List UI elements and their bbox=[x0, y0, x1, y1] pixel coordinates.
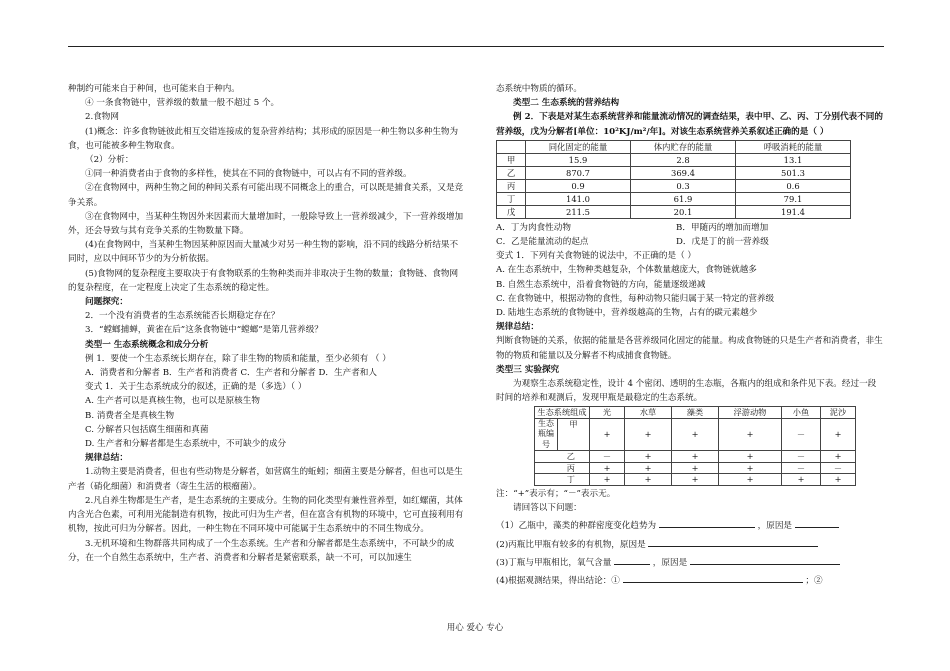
table-cell: 丁 bbox=[535, 474, 590, 486]
table-cell: － bbox=[782, 462, 821, 474]
table-cell: + bbox=[672, 474, 719, 486]
table-header: 生态系统组成 bbox=[535, 407, 590, 419]
text-paragraph: ③在食物网中，当某种生物因外来因素而大量增加时，一般除导致上一营养级减少，下一营养级增加外，还会导致与其有竞争关系的生物数量下降。 bbox=[68, 211, 464, 237]
question-text: (3)丁瓶与甲瓶相比，氧气含量 bbox=[496, 557, 612, 568]
question: 2．一个没有消费者的生态系统能否长期稳定存在？ bbox=[85, 311, 280, 322]
text-paragraph: 判断食物链的关系，依据的能量是各营养级同化固定的能量。构成食物链的只是生产者和消费者，非生物的物质和能量以及分解者不构成捕食食物链。 bbox=[496, 336, 883, 361]
table-cell: 0.6 bbox=[736, 179, 851, 192]
question: 变式 1．下列有关食物链的说法中，不正确的是（ ） bbox=[496, 251, 696, 262]
table-cell: 15.9 bbox=[526, 153, 631, 166]
answer-option: A. 在生态系统中，生物种类越复杂，个体数量越庞大，食物链就越多 bbox=[496, 265, 757, 276]
answer-option: B. 自然生态系统中，沿着食物链的方向，能量逐级递减 bbox=[496, 279, 706, 290]
answer-blank[interactable] bbox=[614, 555, 650, 565]
table-cell: + bbox=[672, 462, 719, 474]
left-column bbox=[68, 82, 465, 565]
answer-option: A. 生产者可以是真核生物，也可以是原核生物 bbox=[85, 396, 260, 407]
text-line: 种制约可能来自于种间，也可能来自于种内。 bbox=[68, 84, 240, 94]
table-header-row bbox=[497, 140, 851, 153]
table-cell: － bbox=[590, 451, 625, 463]
table-cell: － bbox=[782, 418, 821, 451]
table-cell: 870.7 bbox=[526, 166, 631, 179]
table-cell: + bbox=[625, 451, 672, 463]
question bbox=[496, 573, 884, 588]
table-cell: + bbox=[672, 451, 719, 463]
table-cell: 乙 bbox=[497, 166, 526, 179]
table-cell: + bbox=[672, 418, 719, 451]
question-text: (2)丙瓶比甲瓶有较多的有机物，原因是 bbox=[496, 539, 646, 550]
table-header: 泥沙 bbox=[821, 407, 856, 419]
table-cell: 211.5 bbox=[526, 205, 631, 218]
table-cell: 501.3 bbox=[736, 166, 851, 179]
table-header: 同化固定的能量 bbox=[526, 140, 631, 153]
answer-option: B. 消费者全是真核生物 bbox=[85, 410, 175, 421]
table-row bbox=[535, 474, 856, 486]
table-header: 小鱼 bbox=[782, 407, 821, 419]
answer-option: C．乙是能量流动的起点 bbox=[496, 237, 589, 248]
text-line: 2.食物网 bbox=[85, 112, 119, 123]
table-cell: + bbox=[821, 451, 856, 463]
text-paragraph: 3.无机环境和生物群落共同构成了一个生态系统。生产者和分解者都是生态系统中，不可缺少的成分，在一个自然生态系统中，生产者、消费者和分解者是紧密联系，缺一不可，可以加速生 bbox=[68, 538, 455, 563]
table-cell: + bbox=[782, 474, 821, 486]
table-row bbox=[497, 192, 851, 205]
answer-blank[interactable] bbox=[648, 537, 818, 547]
table-header: 光 bbox=[590, 407, 625, 419]
table-cell: + bbox=[625, 474, 672, 486]
text-paragraph: 为观察生态系统稳定性，设计 4 个密闭、透明的生态瓶，各瓶内的组成和条件见下表。经过一段时间的培养和观测后，发现甲瓶是最稳定的生态系统。 bbox=[496, 379, 877, 404]
table-cell: － bbox=[782, 451, 821, 463]
table-cell: + bbox=[821, 474, 856, 486]
text-paragraph: ②在食物网中，两种生物之间的种间关系有可能出现不同概念上的重合，可以既是捕食关系，又是竞争关系。 bbox=[68, 183, 464, 208]
eco-bottle-table bbox=[534, 406, 856, 486]
section-heading: 类型一 生态系统概念和成分分析 bbox=[85, 339, 209, 350]
table-cell: 13.1 bbox=[736, 153, 851, 166]
question: 3．“螳螂捕蝉，黄雀在后”这条食物链中“螳螂”是第几营养级？ bbox=[85, 325, 323, 336]
text-line: 态系统中物质的循环。 bbox=[496, 84, 582, 94]
options-row bbox=[496, 235, 884, 249]
table-cell: 0.3 bbox=[631, 179, 736, 192]
table-cell: 141.0 bbox=[526, 192, 631, 205]
section-heading: 类型二 生态系统的营养结构 bbox=[513, 98, 620, 109]
table-header: 水草 bbox=[625, 407, 672, 419]
table-cell: 191.4 bbox=[736, 205, 851, 218]
section-heading: 类型三 实验探究 bbox=[496, 364, 560, 375]
answer-option: C. 分解者只包括腐生细菌和真菌 bbox=[85, 424, 209, 435]
text-line: （2）分析： bbox=[85, 155, 134, 166]
table-row bbox=[497, 179, 851, 192]
table-row bbox=[535, 462, 856, 474]
table-header-row bbox=[535, 407, 856, 419]
answer-option: C. 在食物链中，根据动物的食性，每种动物只能归属于某一特定的营养级 bbox=[496, 293, 775, 304]
question-text: ；② bbox=[805, 575, 823, 586]
section-heading: 问题探究： bbox=[85, 297, 128, 308]
text-paragraph: 1.动物主要是消费者，但也有些动物是分解者，如营腐生的蚯蚓；细菌主要是分解者，但也可以是生产者（硝化细菌）和消费者（寄生生活的根瘤菌）。 bbox=[68, 467, 463, 492]
header-rule bbox=[68, 46, 884, 47]
page-footer: 用心 爱心 专心 bbox=[446, 623, 504, 633]
answer-option: A．丁为肉食性动物 bbox=[496, 222, 571, 233]
table-cell: 2.8 bbox=[631, 153, 736, 166]
table-cell bbox=[535, 418, 590, 451]
table-header: 体内贮存的能量 bbox=[631, 140, 736, 153]
table-cell: + bbox=[719, 418, 782, 451]
table-cell: 丁 bbox=[497, 192, 526, 205]
note: 注：“+”表示有；“－”表示无。 bbox=[496, 488, 616, 499]
row-label: 生态瓶编号 bbox=[538, 418, 554, 449]
answer-option: D. 生产者和分解者都是生态系统中，不可缺少的成分 bbox=[85, 439, 287, 450]
answer-option: B．甲随丙的增加而增加 bbox=[676, 222, 769, 233]
table-cell: 甲 bbox=[557, 419, 589, 451]
answer-option: D．戊是丁的前一营养级 bbox=[676, 237, 769, 248]
question bbox=[496, 537, 884, 552]
question-text: （1）乙瓶中，藻类的种群密度变化趋势为 bbox=[496, 521, 657, 532]
text-line: ①同一种消费者由于食物的多样性，使其在不同的食物链中，可以占有不同的营养级。 bbox=[85, 169, 412, 180]
table-row bbox=[497, 153, 851, 166]
table-cell: + bbox=[719, 474, 782, 486]
table-header: 藻类 bbox=[672, 407, 719, 419]
question bbox=[496, 518, 884, 533]
text-line: 请回答以下问题： bbox=[513, 503, 582, 514]
answer-blank[interactable] bbox=[690, 555, 840, 565]
table-cell: + bbox=[590, 462, 625, 474]
table-cell: + bbox=[625, 418, 672, 451]
answer-options: A．消费者和分解者 B．生产者和消费者 C．生产者和分解者 D．生产者和人 bbox=[85, 368, 377, 379]
table-row bbox=[535, 418, 856, 451]
answer-option: D. 陆地生态系统的食物链中，营养级越高的生物，占有的碳元素越少 bbox=[496, 308, 758, 319]
energy-table bbox=[496, 140, 851, 219]
text-paragraph: (5)食物网的复杂程度主要取决于有食物联系的生物种类而并非取决于生物的数量；食物链、食物网的复杂程度，在一定程度上决定了生态系统的稳定性。 bbox=[68, 268, 459, 293]
table-cell: － bbox=[821, 462, 856, 474]
table-row bbox=[535, 451, 856, 463]
table-cell: 61.9 bbox=[631, 192, 736, 205]
table-cell: + bbox=[590, 474, 625, 486]
text-line: ④ 一条食物链中，营养级的数量一般不超过 5 个。 bbox=[85, 98, 280, 109]
section-heading: 规律总结： bbox=[85, 453, 128, 464]
table-cell: 0.9 bbox=[526, 179, 631, 192]
table-row bbox=[497, 205, 851, 218]
answer-blank[interactable] bbox=[659, 518, 755, 528]
question-text: ，原因是 bbox=[757, 521, 793, 532]
table-cell: + bbox=[625, 462, 672, 474]
table-header bbox=[497, 140, 526, 153]
table-row bbox=[497, 166, 851, 179]
question: 例 1．要使一个生态系统长期存在，除了非生物的物质和能量，至少必须有 （ ） bbox=[85, 353, 391, 364]
answer-blank[interactable] bbox=[795, 518, 839, 528]
table-cell: + bbox=[719, 451, 782, 463]
table-cell: 戊 bbox=[497, 205, 526, 218]
question bbox=[496, 555, 884, 570]
table-cell: + bbox=[821, 418, 856, 451]
question-text: ，原因是 bbox=[652, 557, 688, 568]
answer-blank[interactable] bbox=[623, 573, 803, 583]
question-text: (4)根据观测结果，得出结论：① bbox=[496, 575, 620, 586]
options-row bbox=[496, 221, 884, 235]
table-cell: 369.4 bbox=[631, 166, 736, 179]
table-cell: 乙 bbox=[535, 451, 590, 463]
text-paragraph: 2.凡自养生物都是生产者，是生态系统的主要成分。生物的同化类型有兼性营养型，如红螺菌，其体内含光合色素，可利用光能制造有机物，按此可归为生产者，但在富含有机物的环境中，它可直接利用有机物，按此可归为分解者。因此，一种生物在不同环境中可能属于生态系统中的不同生物成分。 bbox=[68, 495, 464, 535]
question: 例 2．下表是对某生态系统营养和能量流动情况的调查结果，表中甲、乙、丙、丁分别代表不同的营养级，戊为分解者[单位：10²KJ/m²/年]。对该生态系统营养关系叙述正确的是（ ） bbox=[496, 112, 883, 137]
table-cell: 丙 bbox=[497, 179, 526, 192]
table-cell: 20.1 bbox=[631, 205, 736, 218]
table-header: 浮游动物 bbox=[719, 407, 782, 419]
table-cell: 79.1 bbox=[736, 192, 851, 205]
table-cell: + bbox=[719, 462, 782, 474]
text-paragraph: (4)在食物网中，当某种生物因某种原因而大量减少对另一种生物的影响，沿不同的线路分析结果不同时，应以中间环节少的为分析依据。 bbox=[68, 240, 459, 265]
section-heading: 规律总结： bbox=[496, 322, 539, 333]
table-cell: 丙 bbox=[535, 462, 590, 474]
table-cell: + bbox=[590, 418, 625, 451]
question: 变式 1．关于生态系统成分的叙述，正确的是（多选）（ ） bbox=[85, 382, 307, 393]
right-column bbox=[496, 82, 884, 588]
table-header: 呼吸消耗的能量 bbox=[736, 140, 851, 153]
table-cell: 甲 bbox=[497, 153, 526, 166]
text-paragraph: (1)概念：许多食物链彼此相互交错连接成的复杂营养结构；其形成的原因是一种生物以多种生物为食，也可能被多种生物取食。 bbox=[68, 126, 459, 151]
